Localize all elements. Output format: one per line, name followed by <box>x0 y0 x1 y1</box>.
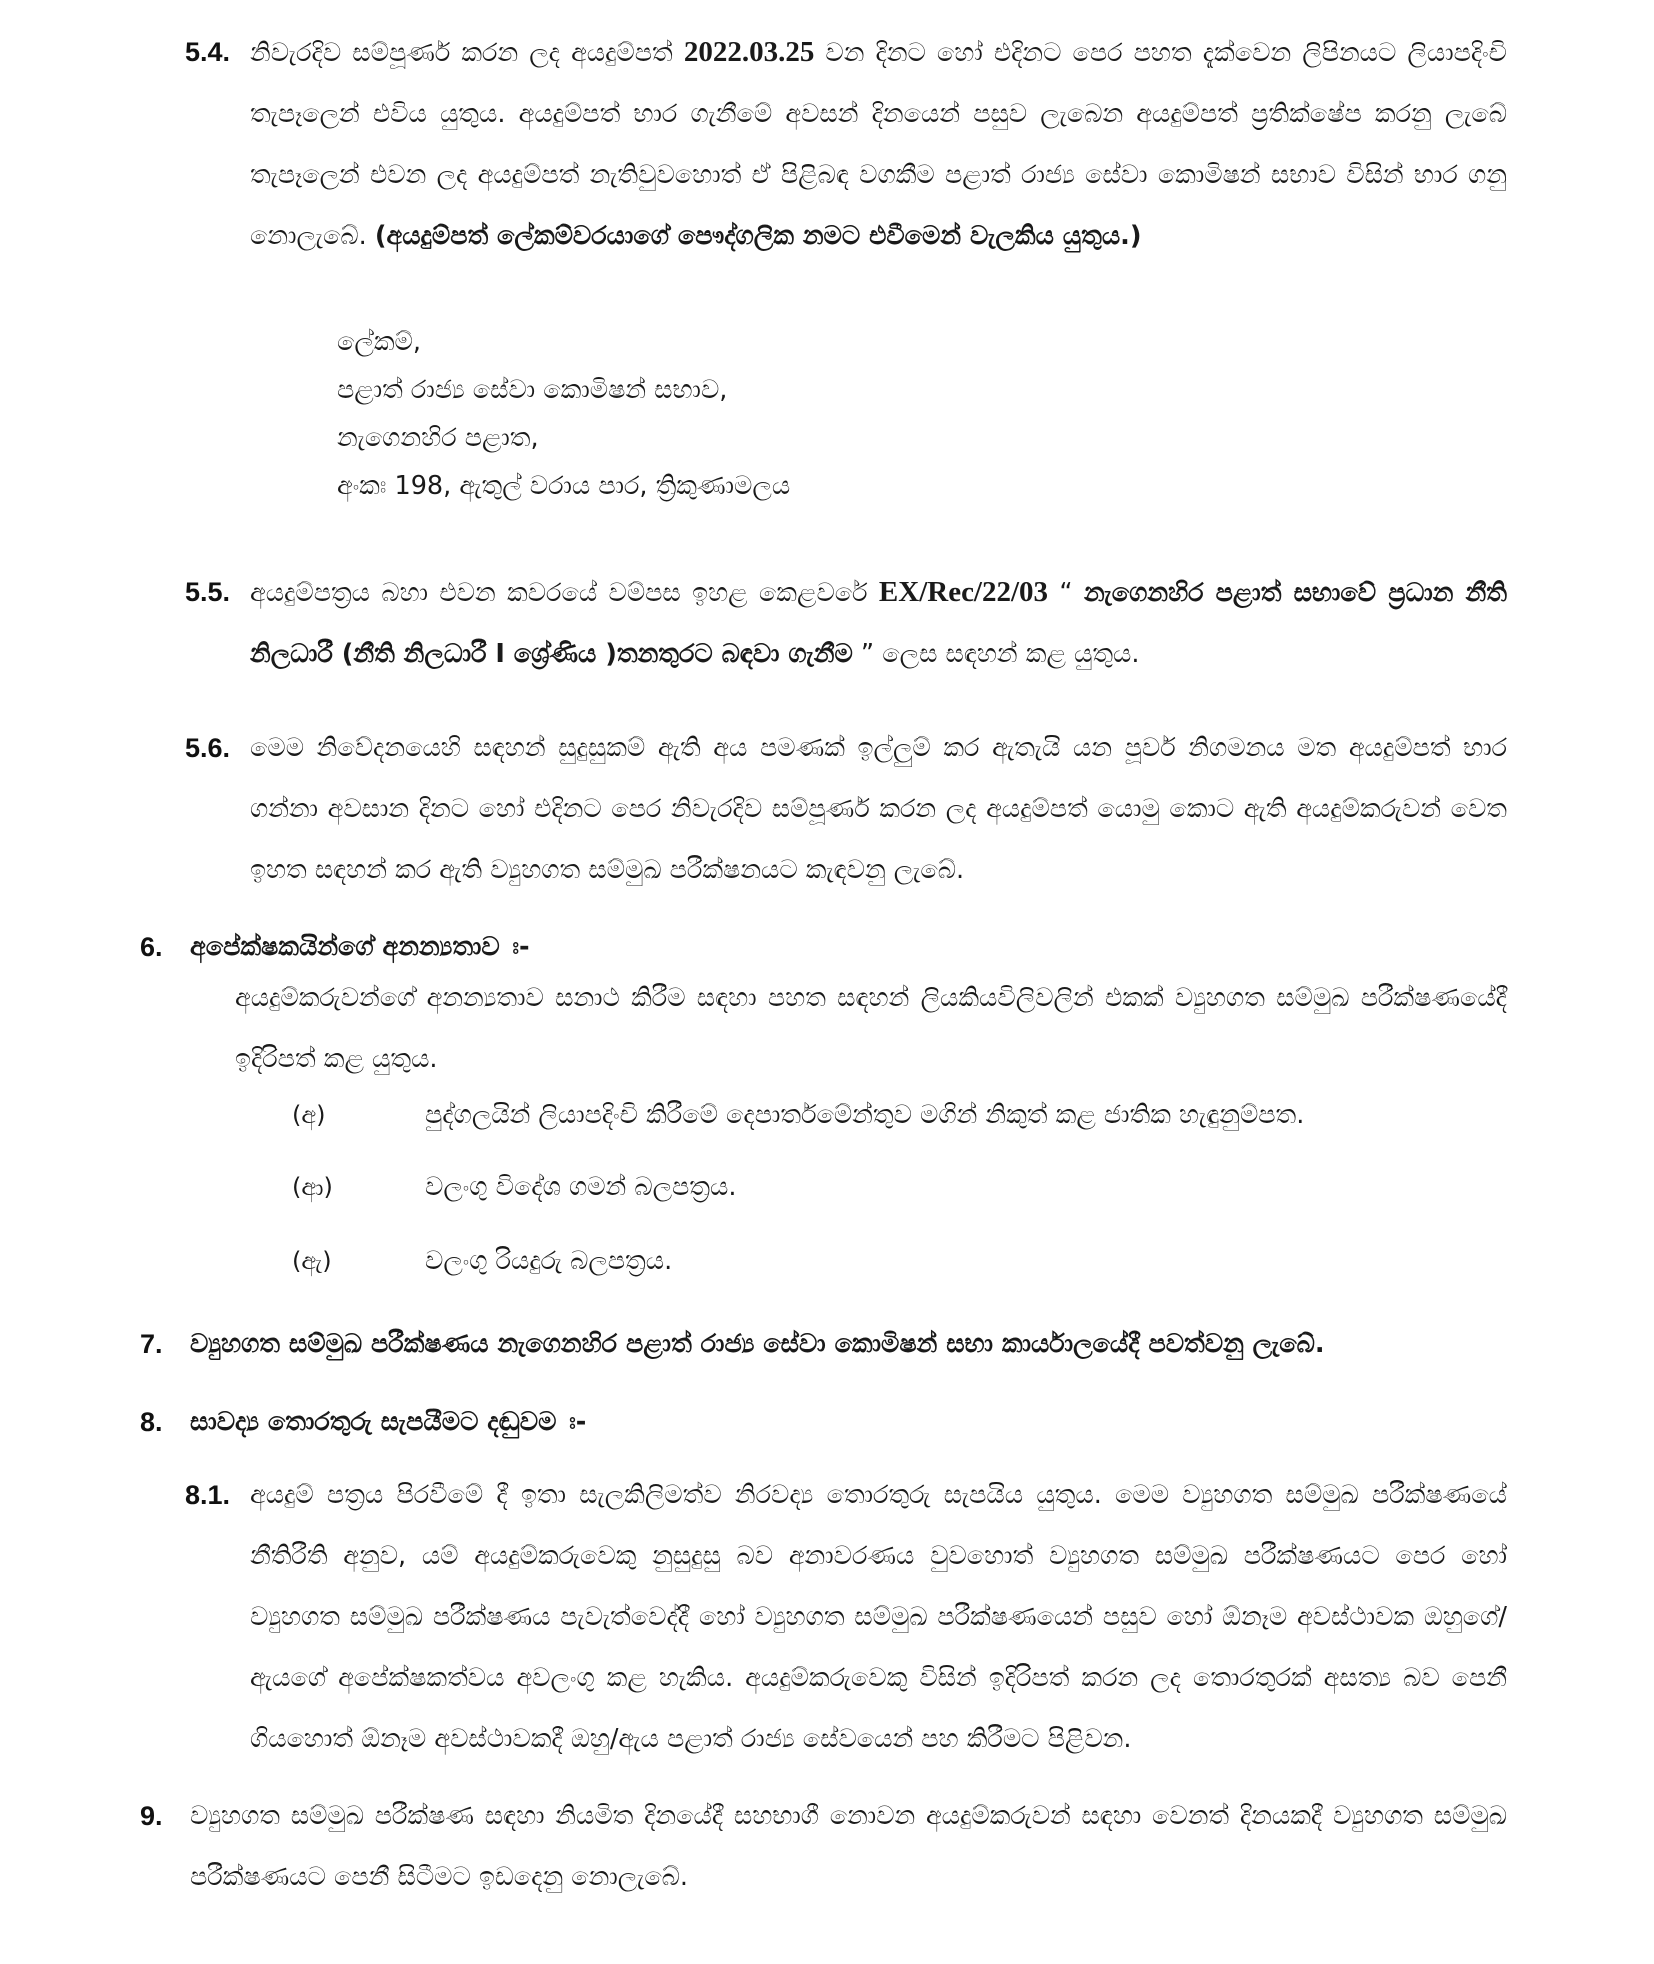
section-5-5-text <box>250 562 1507 685</box>
section-6-text: අයදුම්කරුවන්ගේ අනන්‍යතාව සනාථ කිරීම සඳහා පහත සඳහන් ලියකියවිලිවලින් එකක් ව්‍යුහගත සම්මුඛ පරීක්ෂණයේදී ඉදිරිපත් කළ යුතුය. <box>235 983 1507 1074</box>
section-number-5-4: 5.4. <box>185 37 231 67</box>
section-5-5-quote-open: “ <box>1048 578 1084 608</box>
address-line-3: නැගෙනහිර පළාත, <box>337 423 539 453</box>
section-5-5-text-part1: අයදුම්පත්‍රය බහා එවන කවරයේ වම්පස ඉහළ කෙළවරේ <box>250 578 879 608</box>
reference-code: EX/Rec/22/03 <box>878 576 1049 608</box>
section-5-6-text: මෙම නිවේදනයෙහි සඳහන් සුදුසුකම් ඇති අය පමණක් ඉල්ලුම් කර ඇතැයි යන පූර්ව නිගමනය මත අයදුම්පත් භාර ගන්නා අවසාන දිනට හෝ එදිනට පෙර නිවැරදිව සම්පූර්ණ කරන ලද අයදුම්පත් යොමු කොට ඇති අයදුම්කරුවන් වෙත ඉහත සඳහන් කර ඇති ව්‍යුහගත සම්මුඛ පරීක්ෂනයට කැඳවනු ලැබේ. <box>250 733 1507 885</box>
section-number-8-1: 8.1. <box>185 1480 231 1510</box>
deadline-date: 2022.03.25 <box>683 36 815 68</box>
item-text-a: පුද්ගලයින් ලියාපදිංචි කිරීමේ දෙපාර්තමේන්තුව මගින් නිකුත් කළ ජාතික හැඳුනුම්පත. <box>425 1100 1305 1130</box>
section-number-9: 9. <box>140 1801 163 1831</box>
section-number-8: 8. <box>140 1407 163 1437</box>
section-5-4-text-part1: නිවැරදිව සම්පූර්ණ කරන ලද අයදුම්පත් <box>250 38 684 68</box>
address-line-2: පළාත් රාජ්‍ය සේවා කොමිෂන් සභාව, <box>337 375 728 405</box>
address-line-4: අංකඃ 198, ඇතුල් වරාය පාර, ත්‍රිකුණාමලය <box>337 471 791 501</box>
item-text-aa: වලංගු විදේශ ගමන් බලපත්‍රය. <box>425 1172 737 1202</box>
section-8-heading: සාවද්‍ය තොරතුරු සැපයීමට දඬුවම ඃ- <box>190 1407 587 1437</box>
post-title: නැගෙනහිර පළාත් සභාවේ ප්‍රධාන නීති නිලධාරී (නීති නිලධාරී I ශ්‍රේණිය )තනතුරට බඳවා ගැනීම <box>250 578 1507 669</box>
section-5-4-text-part2: වන දිනට හෝ එදිනට පෙර පහත දැක්වෙන ලිපිනයට ලියාපදිංචි තැපෑලෙන් එවිය යුතුය. අයදුම්පත් භාර ගැනීමේ අවසන් දිනයෙන් පසුව ලැබෙන අයදුම්පත් ප්‍රතික්ෂේප කරනු ලැබේ තැපෑලෙන් එවන ලද අයදුම්පත් නැතිවුවහොත් ඒ පිළිබඳ වගකීම පළාත් රාජ්‍ය සේවා කොමිෂන් සභාව විසින් භාර ගනු නොලැබේ. <box>250 38 1507 251</box>
section-5-4-text <box>250 22 1507 267</box>
item-label-a: (අ) <box>292 1101 326 1129</box>
section-5-4-bold-note: (අයදුම්පත් ලේකම්වරයාගේ පෞද්ගලික නමට එවීමෙන් වැලකිය යුතුය.) <box>374 221 1142 251</box>
item-label-ae: (ඇ) <box>292 1247 332 1275</box>
section-9-text: ව්‍යුහගත සම්මුඛ පරීක්ෂණ සඳහා නියමිත දිනයේදී සහභාගී නොවන අයදුම්කරුවන් සඳහා වෙනත් දිනයකදී ව්‍යුහගත සම්මුඛ පරීක්ෂණයට පෙනී සිටීමට ඉඩදෙනු නොලැබේ. <box>190 1801 1507 1892</box>
section-8-1-text: අයදුම් පත්‍රය පිරවීමේ දී ඉතා සැලකිලිමත්ව නිරවද්‍ය තොරතුරු සැපයිය යුතුය. මෙම ව්‍යුහගත සම්මුඛ පරීක්ෂණයේ නීතිරීති අනුව, යම් අයදුම්කරුවෙකු නුසුදුසු බව අනාවරණය වුවහොත් ව්‍යුහගත සම්මුඛ පරීක්ෂණයට පෙර හෝ ව්‍යුහගත සම්මුඛ පරීක්ෂණය පැවැත්වෙද්දී හෝ ව්‍යුහගත සම්මුඛ පරීක්ෂණයෙන් පසුව හෝ ඕනෑම අවස්ථාවක ඔහුගේ/ඇයගේ අපේක්ෂකත්වය අවලංගු කළ හැකිය. අයදුම්කරුවෙකු විසින් ඉදිරිපත් කරන ලද තොරතුරක් අසත්‍ය බව පෙනී ගියහොත් ඕනෑම අවස්ථාවකදී ඔහු/ඇය පළාත් රාජ්‍ය සේවයෙන් පහ කිරීමට පිළිවන. <box>250 1480 1507 1754</box>
section-number-6: 6. <box>140 932 163 962</box>
section-5-5-text-part3: ” ලෙස සඳහන් කළ යුතුය. <box>852 639 1140 669</box>
section-number-5-5: 5.5. <box>185 577 231 607</box>
address-line-1: ලේකම්, <box>337 327 421 357</box>
section-6-heading: අපේක්ෂකයින්ගේ අනන්‍යතාව ඃ- <box>190 932 530 962</box>
section-number-7: 7. <box>140 1329 163 1359</box>
section-7-heading: ව්‍යුහගත සම්මුඛ පරීක්ෂණය නැගෙනහිර පළාත් රාජ්‍ය සේවා කොමිෂන් සභා කාර්යාලයේදී පවත්වනු ලැබේ. <box>190 1329 1325 1359</box>
section-number-5-6: 5.6. <box>185 733 231 763</box>
item-label-aa: (ආ) <box>292 1173 333 1201</box>
address-block <box>337 318 790 510</box>
item-text-ae: වලංගු රියදුරු බලපත්‍රය. <box>425 1246 673 1276</box>
